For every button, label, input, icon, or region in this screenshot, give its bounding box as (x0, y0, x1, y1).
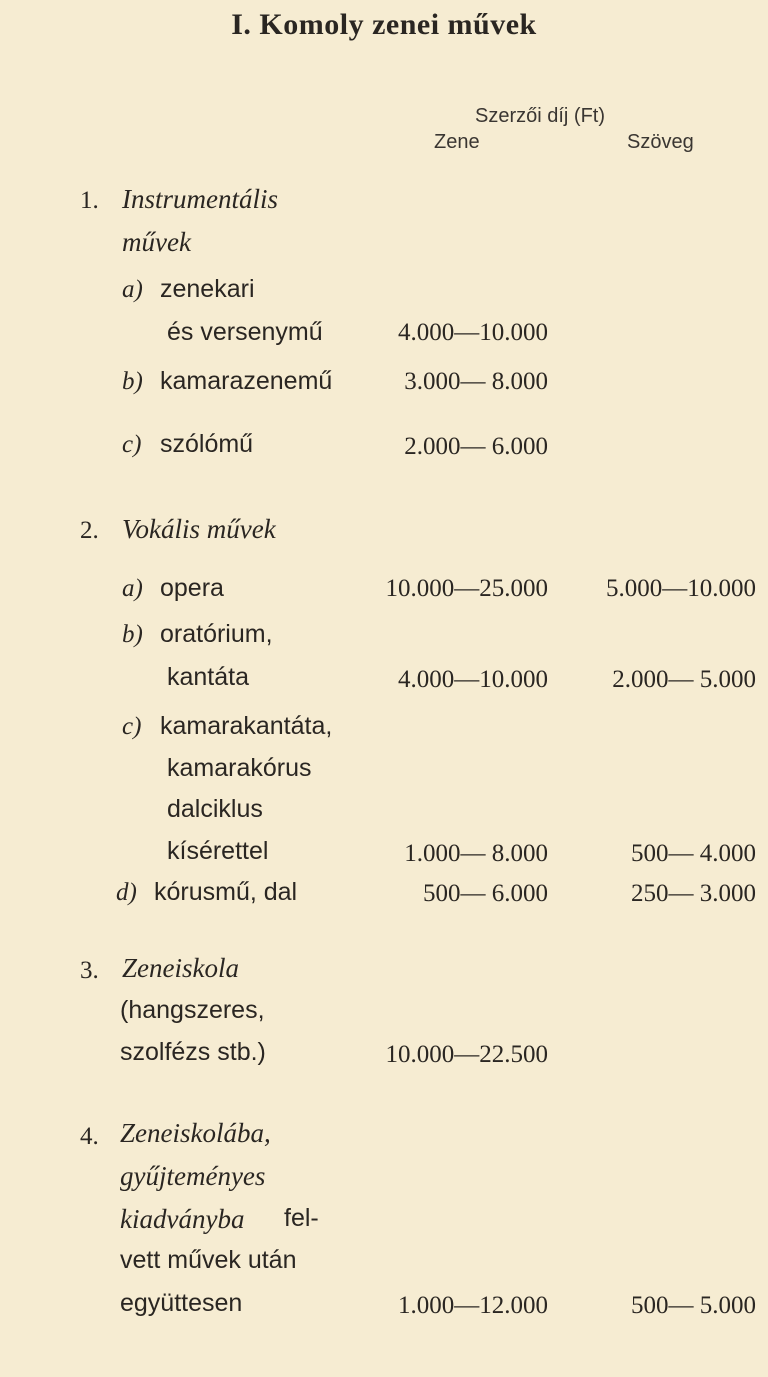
text-fee: 2.000— 5.000 (612, 666, 756, 693)
music-column-header: Zene (434, 131, 480, 153)
item-label: vett művek után (120, 1246, 297, 1274)
item-letter: d) (116, 879, 137, 906)
item-label: együttesen (120, 1289, 243, 1317)
section-number: 2. (80, 517, 99, 544)
section-number: 1. (80, 187, 99, 214)
item-label: zenekari (160, 275, 255, 303)
section-title: Vokális művek (122, 514, 276, 544)
item-label: szolfézs stb.) (120, 1038, 266, 1066)
item-label: és versenymű (167, 318, 323, 346)
section-title: Zeneiskolába, (120, 1118, 271, 1148)
item-label: (hangszeres, (120, 996, 265, 1024)
item-label: dalciklus (167, 795, 263, 823)
music-fee: 2.000— 6.000 (404, 433, 548, 460)
text-fee: 250— 3.000 (631, 880, 756, 907)
item-label: opera (160, 574, 224, 602)
item-letter: b) (122, 621, 143, 648)
section-title: művek (122, 227, 191, 257)
item-label: kamarakórus (167, 754, 312, 782)
text-column-header: Szöveg (627, 131, 694, 153)
section-title: Instrumentális (122, 184, 279, 214)
music-fee: 10.000—25.000 (385, 575, 548, 602)
text-fee: 5.000—10.000 (606, 575, 756, 602)
item-letter: c) (122, 713, 142, 740)
item-label: fel- (284, 1204, 319, 1232)
music-fee: 500— 6.000 (423, 880, 548, 907)
item-letter: a) (122, 575, 143, 602)
item-label: kamarazenemű (160, 367, 333, 395)
music-fee: 10.000—22.500 (385, 1041, 548, 1068)
item-label: szólómű (160, 430, 254, 458)
section-title: kiadványba (120, 1204, 245, 1234)
item-label: kamarakantáta, (160, 712, 333, 740)
text-fee: 500— 5.000 (631, 1292, 756, 1319)
page-title: I. Komoly zenei művek (231, 8, 537, 41)
section-number: 3. (80, 957, 99, 984)
item-label: kísérettel (167, 837, 269, 865)
item-letter: c) (122, 431, 142, 458)
section-title: Zeneiskola (122, 953, 239, 983)
fee-header: Szerzői díj (Ft) (475, 105, 606, 127)
music-fee: 4.000—10.000 (398, 319, 548, 346)
item-label: kantáta (167, 663, 250, 691)
section-title: gyűjteményes (120, 1161, 266, 1191)
item-letter: b) (122, 368, 143, 395)
music-fee: 1.000— 8.000 (404, 840, 548, 867)
item-label: kórusmű, dal (154, 878, 298, 906)
text-fee: 500— 4.000 (631, 840, 756, 867)
item-label: oratórium, (160, 620, 273, 648)
item-letter: a) (122, 276, 143, 303)
music-fee: 3.000— 8.000 (404, 368, 548, 395)
section-number: 4. (80, 1123, 99, 1150)
music-fee: 4.000—10.000 (398, 666, 548, 693)
music-fee: 1.000—12.000 (398, 1292, 548, 1319)
